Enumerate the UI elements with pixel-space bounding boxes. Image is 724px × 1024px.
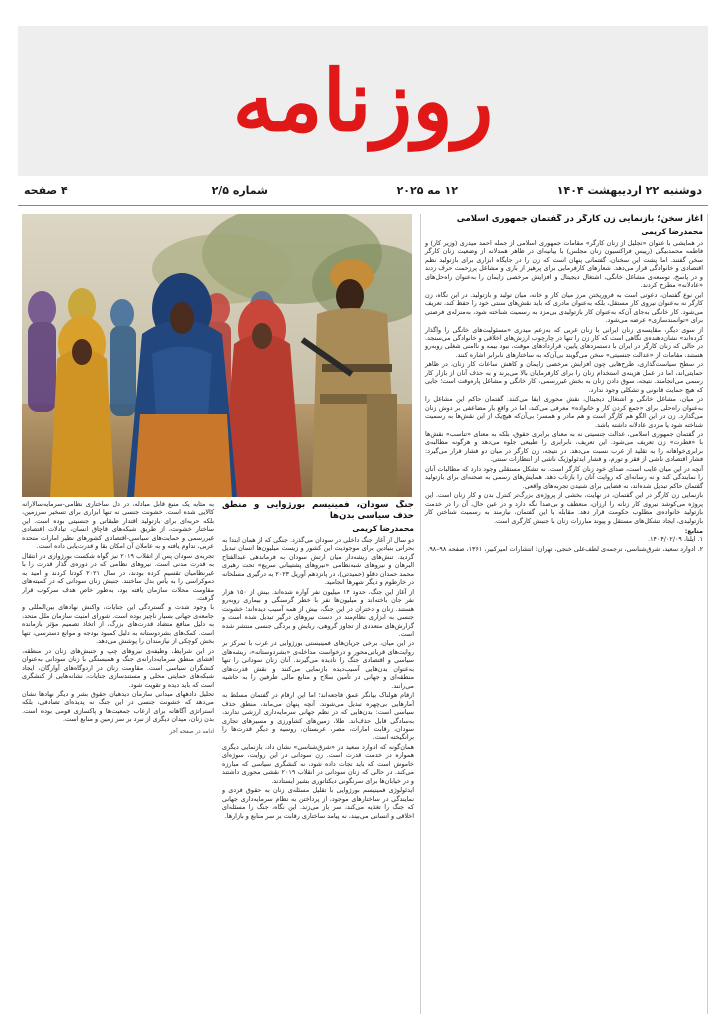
article-paragraph: از آغاز این جنگ، حدود ۱۴ میلیون نفر آواره شده‌اند. بیش از ۱۵۰ هزار نفر جان باخته‌اند و میلیون‌ها نفر با خطر گرسنگی و بیماری روبه‌رو هستند. زنان و دختران در این جنگ، بیش از همه آسیب دیده‌اند؛ خشونت جنسی به ابزاری نظام‌مند در دست نیروهای درگیر تبدیل شده است و گزارش‌های متعددی از تجاوز گروهی، ربایش و بردگی جنسی منتشر شده است. — [222, 587, 414, 638]
article-author: محمدرضا کریمی — [641, 227, 703, 236]
article-paragraph: همان‌گونه که ادوارد سعید در «شرق‌شناسی» نشان داد، بازنمایی دیگری همواره در خدمت قدرت است. زن سودانی در این روایت، سوژه‌ای خاموش است که باید نجات داده شود، نه کنشگری سیاسی که مبارزه می‌کند. در حالی که زنان سودانی در انقلاب ۲۰۱۹ نقشی محوری داشتند و در خیابان‌ها برای سرنگونی دیکتاتوری بشیر ایستادند. — [222, 742, 414, 785]
article-paragraph: این نوع گفتمان، دعوتی است به فروریختن مرز میان کار و خانه، میان تولید و بازتولید. در این نگاه، زن کارگر نه به‌عنوان نیروی کار مستقل، بلکه به‌عنوان مادری که باید نقش‌های سنتی خود را حفظ کند، تعریف می‌شود. کار خانگی به‌جای آن‌که به‌عنوان کار بازتولیدی بی‌مزد به رسمیت شناخته شود، به‌منزله‌ی فرصتی برای «توانمندسازی» عرضه می‌شود. — [425, 290, 703, 325]
issue-number: شماره ۲/۵ — [211, 184, 268, 197]
article-paragraph: به مثابه یک منبع قابل مبادله، در دل ساختاری نظامی-سرمایه‌سالارانه کالایی شده است. خشونت جنسی نه تنها ابزاری برای تسخیر سرزمین، بلکه حربه‌ای برای بازتولید اقتدار طبقاتی و جنسیتی بوده است. این ساختار خشونت، از طریق شبکه‌های قاچاق انسان، تبادلات اقتصادی غیررسمی و حمایت‌های سیاسی-اقتصادی کشورهای نظیر امارات متحده عربی، تداوم یافته و به عاملان آن امکان بقا و قدرت‌یابی داده است. — [22, 500, 214, 551]
sources-heading: منابع: — [684, 526, 703, 535]
issue-date-gregorian: ۱۲ مه ۲۰۲۵ — [396, 184, 458, 197]
source-item: ۲. ادوارد سعید، شرق‌شناسی، ترجمه‌ی لطف‌علی خنجی، تهران: انتشارات امیرکبیر، ۱۳۶۱، صفحه ۹۸–۹۸. — [427, 544, 703, 553]
article-column-left — [22, 500, 214, 1020]
article-paragraph: دو سال از آغاز جنگ داخلی در سودان می‌گذرد. جنگی که از همان ابتدا به بحرانی بنیادین برای موجودیت این کشور و زیست میلیون‌ها انسان تبدیل گردید. تنش‌های ریشه‌دار میان ارتش سودان به فرماندهی عبدالفتاح البرهان و نیروهای شبه‌نظامی «نیروهای پشتیبانی سریع» تحت رهبری محمد حمدان دقلو (حمیدتی)، در پانزدهم آوریل ۲۰۲۳ به درگیری مسلحانه در خارطوم و دیگر شهرها انجامید. — [222, 536, 414, 587]
issue-info-bar — [18, 178, 708, 204]
article-paragraph: تحلیل دادههای میدانی سازمان دیدهبان حقوق بشر و دیگر نهادها نشان می‌دهد که خشونت جنسی در این جنگ نه پدیده‌ای تصادفی، بلکه استراتژی آگاهانه برای ارعاب جمعیت‌ها و پاکسازی قومی بوده است. بدن زنان، میدان دیگری از نبرد بر سر زمین و منابع است. — [22, 689, 214, 724]
article-paragraph: در این شرایط، وظیفه‌ی نیروهای چپ و جنبش‌های زنان در منطقه، افشای منطق سرمایه‌دارانه‌ی جنگ و همبستگی با زنان سودانی به‌عنوان کنشگران سیاسی است. مقاومت زنان در اردوگاه‌های آوارگان، ایجاد شبکه‌های حمایتی محلی و مستندسازی جنایات، نشانه‌هایی از کنشگری است که باید دیده و تقویت شود. — [22, 646, 214, 689]
article-paragraph: با وجود شدت و گستردگی این جنایات، واکنش نهادهای بین‌المللی و جامعه‌ی جهانی بسیار ناچیز بوده است. شورای امنیت سازمان ملل متحد، به دلیل منافع متضاد قدرت‌های بزرگ، از اتخاذ تصمیم مؤثر بازمانده است. کمک‌های بشردوستانه به دلیل کمبود بودجه و موانع دسترسی، تنها بخش کوچکی از نیازمندان را پوشش می‌دهد. — [22, 603, 214, 646]
article-paragraph: بازنمایی زن کارگر در این گفتمان، در نهایت، بخشی از پروژه‌ی بزرگ‌تر کنترل بدن و کار زنان است. این پروژه می‌کوشد نیروی کار زنانه را ارزان، منعطف و بی‌صدا نگه دارد و در عین حال، آن را در خدمت بازتولید خانواده‌ی مطلوب حکومت قرار دهد. مقابله با این گفتمان، نیازمند به رسمیت شناختن کار بازتولیدی، ایجاد تشکل‌های مستقل و پیوند مبارزات زنان با جنبش کارگری است. — [425, 491, 703, 525]
page-count: ۴ صفحه — [24, 184, 68, 197]
article-title: آغاز سخن؛ بازنمایی زن کارگر در گفتمان جمهوری اسلامی — [456, 214, 703, 224]
continued-note: ادامه در صفحه آخر — [169, 728, 214, 735]
article-paragraph: تجربه‌ی سودان پس از انقلاب ۲۰۱۹ نیز گواه شکست بورژوازی در انتقال به قدرت مدنی است. نیروهای نظامی که در دوره‌ی گذار قدرت را با غیرنظامیان تقسیم کرده بودند، در سال ۲۰۲۱ کودتا کردند و امید به دموکراسی را به یأس بدل ساختند. جنبش زنان سودانی که در کمیته‌های مقاومت محلات سازمان یافته بود، به‌طور خاص هدف سرکوب قرار گرفت. — [22, 551, 214, 602]
issue-date-persian: دوشنبه ۲۲ اردیبهشت ۱۴۰۴ — [556, 184, 702, 197]
article-title: جنگ سودان، فمینیسم بورژوایی و منطق حذف سیاسی بدن‌ها — [222, 500, 414, 521]
article-paragraph: در میان، مشاغل خانگی و اشتغال دیجیتال، نقش محوری ایفا می‌کنند. گفتمان حاکم این مشاغل را به‌عنوان راه‌حلی برای «جمع کردن کار و خانواده» معرفی می‌کند، اما در واقع بار مضاعفی بر دوش زنان می‌گذارد. زن در این الگو هم کارگر است و هم مادر و همسر؛ بی‌آن‌که هیچ‌یک از این نقش‌ها به رسمیت شناخته شود یا مزدی عادلانه داشته باشد. — [425, 395, 703, 429]
article-paragraph: در همایشی با عنوان «تجلیل از زنان کارگر» مقامات جمهوری اسلامی از جمله احمد میدری (وزیر کار) و فاطمه محمدبیگی (رییس فراکسیون زنان مجلس) با بیانیه‌ای در ظاهر همدلانه از وضعیت زنان کارگر سخن گفتند. اما پشت این سخنان، گفتمانی پنهان است که زن را در جایگاه ابزاری برای بازتولید نظم اقتصادی و خانوادگی قرار می‌دهد. شعارهای کارفرمایی برای پرهیز از باری و مشاغل پرزحمت حرف زدند و در پاسخ، توسعه‌ی مشاغل خانگی، اشتغال دیجیتال و افزایش مرخصی زایمان را به‌عنوان راه‌حل‌های «عادلانه» مطرح کردند. — [425, 239, 703, 290]
article-paragraph: ارقام هولناک بیانگر عمق فاجعه‌اند؛ اما این ارقام در گفتمان مسلط به آمارهایی بی‌چهره تبدیل می‌شوند. آنچه پنهان می‌ماند، منطق حذف سیاسی است: بدن‌هایی که در نظم جهانی سرمایه‌داری ارزشی ندارند، به‌سادگی قابل حذف‌اند. طلا، زمین‌های کشاورزی و مسیرهای تجاری سودان، رقابت امارات، مصر، عربستان، روسیه و دیگر قدرت‌ها را برانگیخته است. — [222, 691, 414, 742]
article-paragraph: آنچه در این میان غایب است، صدای خود زنان کارگر است. نه تشکل مستقلی وجود دارد که مطالبات آنان را نمایندگی کند و نه رسانه‌ای که روایت آنان را بازتاب دهد. همایش‌های رسمی به صحنه‌ای برای بازتولید گفتمان حاکم تبدیل شده‌اند، نه فضایی برای شنیدن تجربه‌های واقعی. — [425, 464, 703, 490]
article-paragraph: در گفتمان جمهوری اسلامی، عدالت جنسیتی نه به معنای برابری حقوق، بلکه به معنای «تناسب» نقش‌ها با «فطرت» زن تعریف می‌شود. این تعریف، نابرابری را طبیعی جلوه می‌دهد و هرگونه مطالبه‌ی برابری‌خواهانه را به تقلید از غرب نسبت می‌دهد. در نتیجه، زن کارگر در میان دو فشار قرار می‌گیرد: فشار اقتصادی ناشی از فقر و تورم، و فشار ایدئولوژیک ناشی از انتظارات سنتی. — [425, 429, 703, 464]
article-author: محمدرضا کریمی — [352, 524, 414, 533]
article-column-middle — [222, 500, 414, 1020]
header-divider — [18, 205, 708, 206]
article-column-right — [420, 214, 708, 1014]
article-paragraph: از سوی دیگر، مقایسه‌ی زنان ایرانی با زنان غربی که به‌زعم میدری «مسئولیت‌های خانگی را واگذار کرده‌اند» نشان‌دهنده‌ی نگاهی است که کار زن را تنها در چارچوب ارزش‌های اخلاقی و خانوادگی می‌سنجد. در حالی که زنان کارگر در ایران با دستمزدهای پایین، قراردادهای موقت، نبود بیمه و ناامنی شغلی روبه‌رو هستند، مقامات از «عدالت جنسیتی» سخن می‌گویند بی‌آن‌که به ساختارهای نابرابر اشاره کنند. — [425, 325, 703, 359]
article-paragraph: در سطح سیاست‌گذاری، طرح‌هایی چون افزایش مرخصی زایمان و کاهش ساعات کار زنان، در ظاهر حمایتی‌اند، اما در عمل هزینه‌ی استخدام زنان را برای کارفرمایان بالا می‌برند و به حذف آنان از بازار کار رسمی می‌انجامند. نتیجه، سوق دادن زنان به بخش غیررسمی، کار خانگی و مشاغل پاره‌وقت است؛ جایی که هیچ حمایت قانونی و تشکلی وجود ندارد. — [425, 360, 703, 394]
article-paragraph: ایدئولوژی فمینیسم بورژوایی با تقلیل مسئله‌ی زنان به حقوق فردی و نمایندگی در ساختارهای موجود، از پرداختن به نظام سرمایه‌داری جهانی که جنگ را تغذیه می‌کند، سر باز می‌زند. این نگاه، جنگ را مسئله‌ای اخلاقی و انسانی می‌بیند، نه پیامد ساختاری رقابت بر سر منابع و بازارها. — [222, 786, 414, 820]
article-paragraph: در این میان، برخی جریان‌های فمینیستی بورژوایی در غرب با تمرکز بر روایت‌های قربانی‌محور و درخواست مداخله‌ی «بشردوستانه»، ریشه‌های سیاسی و اقتصادی جنگ را نادیده می‌گیرند. آنان زنان سودانی را تنها به‌عنوان بدن‌هایی آسیب‌دیده بازنمایی می‌کنند و نقش قدرت‌های منطقه‌ای و جهانی در تأمین سلاح و منابع مالی طرفین را به حاشیه می‌رانند. — [222, 639, 414, 690]
newspaper-logo: روزنامه — [232, 51, 494, 150]
masthead — [18, 26, 708, 176]
sudan-women-illustration — [22, 214, 412, 497]
feature-photo — [22, 214, 412, 497]
source-item: ۱. ایلنا، ۱۴۰۴/۰۲/۰۹. — [648, 535, 703, 544]
